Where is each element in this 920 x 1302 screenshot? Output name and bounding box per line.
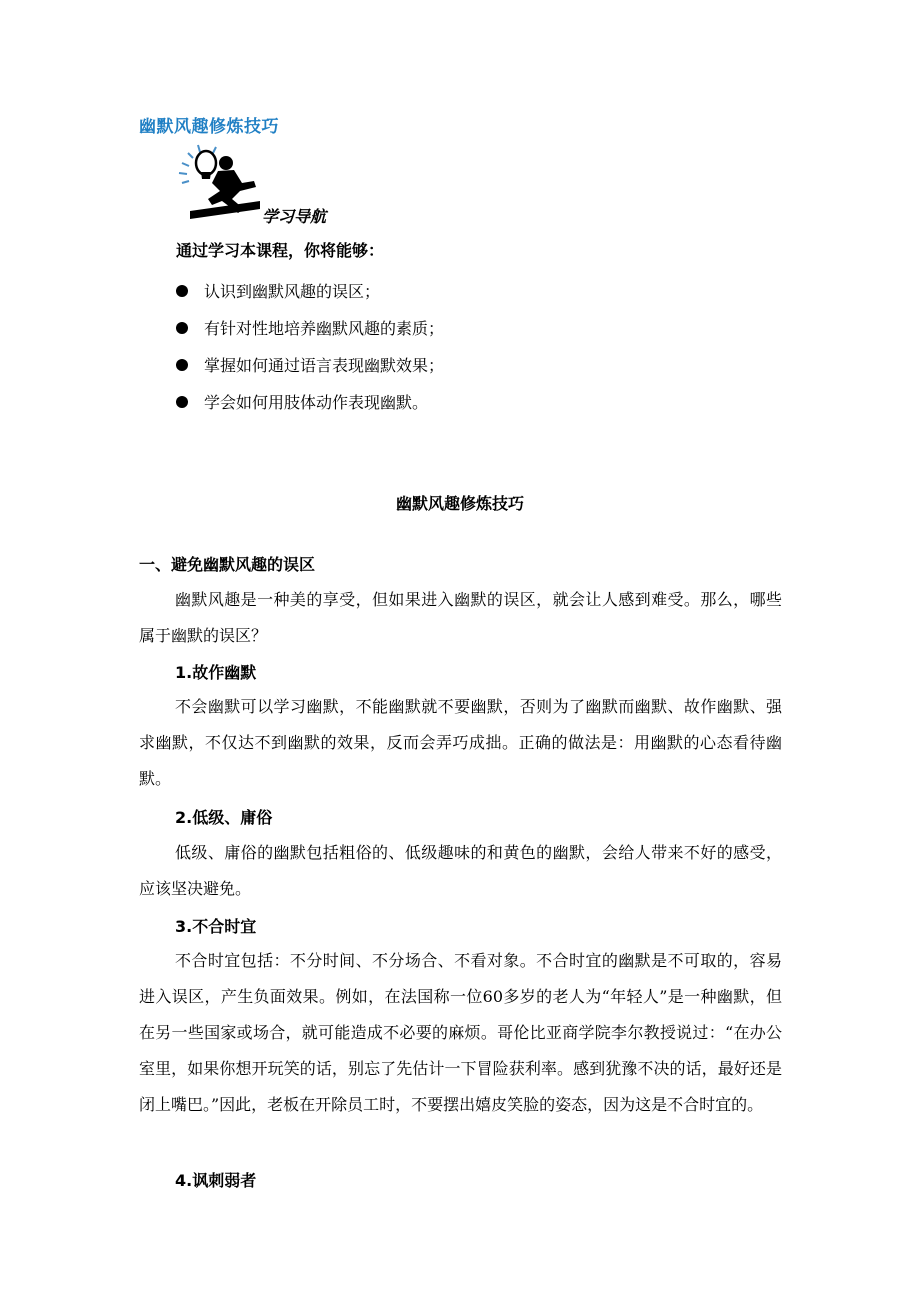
subsection-paragraph: 低级、庸俗的幽默包括粗俗的、低级趣味的和黄色的幽默，会给人带来不好的感受，应该坚决避免。 — [139, 843, 782, 898]
bullet-icon — [176, 285, 188, 297]
list-item: 有针对性地培养幽默风趣的素质； — [176, 309, 444, 346]
learning-navigation-label: 学习导航 — [262, 207, 327, 226]
lightbulb-runner-icon — [172, 133, 267, 223]
subsection-heading: 2.低级、庸俗 — [175, 808, 273, 827]
document-top-title: 幽默风趣修炼技巧 — [139, 117, 279, 137]
course-intro: 通过学习本课程，你将能够： — [176, 241, 385, 260]
bullet-icon — [176, 322, 188, 334]
subsection-heading: 3.不合时宜 — [175, 917, 257, 936]
subsection-paragraph: 不会幽默可以学习幽默，不能幽默就不要幽默，否则为了幽默而幽默、故作幽默、强求幽默，不仅达不到幽默的效果，反而会弄巧成拙。正确的做法是：用幽默的心态看待幽默。 — [139, 697, 782, 788]
section-intro-paragraph: 幽默风趣是一种美的享受，但如果进入幽默的误区，就会让人感到难受。那么，哪些属于幽默的误区？ — [139, 590, 782, 645]
list-item: 学会如何用肢体动作表现幽默。 — [176, 383, 444, 420]
subsection-heading: 1.故作幽默 — [175, 663, 257, 682]
subsection-paragraph: 不合时宜包括：不分时间、不分场合、不看对象。不合时宜的幽默是不可取的，容易进入误区，产生负面效果。例如，在法国称一位60多岁的老人为“年轻人”是一种幽默，但在另一些国家或场合，就可能造成不必要的麻烦。哥伦比亚商学院李尔教授说过：“在办公室里，如果你想开玩笑的话，别忘了先估计一下冒险获利率。感到犹豫不决的话，最好还是闭上嘴巴。”因此，老板在开除员工时，不要摆出嬉皮笑脸的姿态，因为这是不合时宜的。 — [139, 951, 782, 1114]
subsection-heading: 4.讽刺弱者 — [175, 1171, 257, 1190]
section-heading: 一、避免幽默风趣的误区 — [139, 555, 316, 574]
document-main-title: 幽默风趣修炼技巧 — [395, 494, 524, 513]
list-item: 认识到幽默风趣的误区； — [176, 272, 444, 309]
learning-goals-list — [176, 272, 444, 420]
bullet-icon — [176, 396, 188, 408]
list-item: 掌握如何通过语言表现幽默效果； — [176, 346, 444, 383]
bullet-icon — [176, 359, 188, 371]
